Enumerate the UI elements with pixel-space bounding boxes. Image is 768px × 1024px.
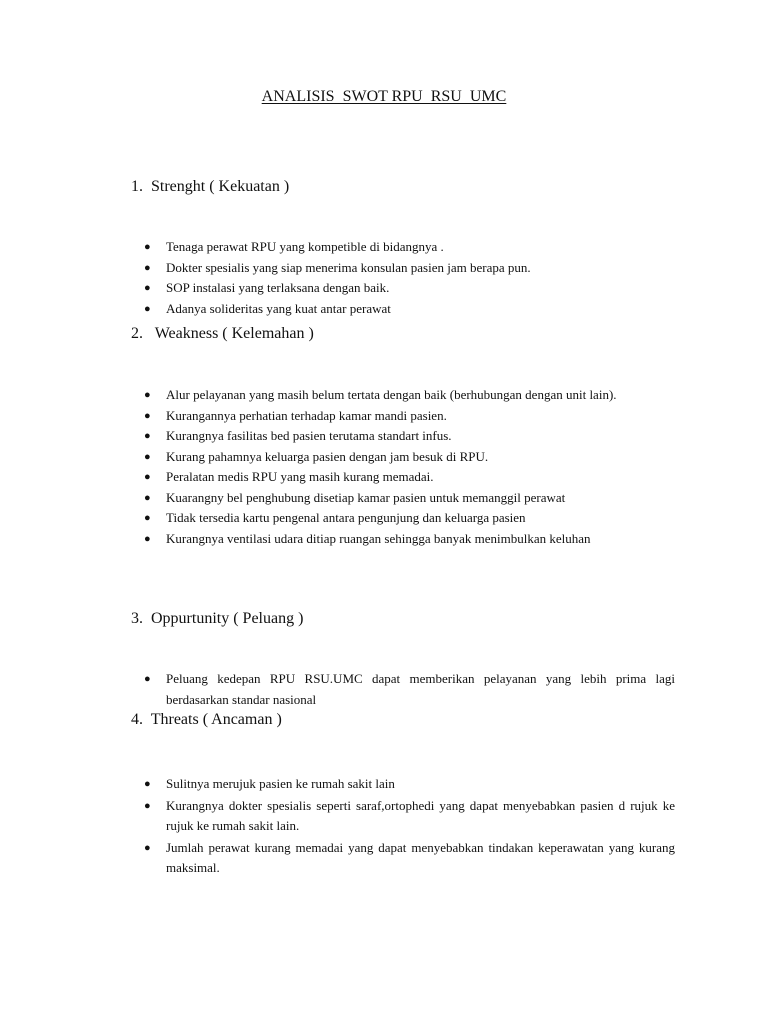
section-heading-threats: [115, 690, 675, 750]
list-item-text: Alur pelayanan yang masih belum tertata dengan baik (berhubungan dengan unit lain).: [166, 387, 617, 402]
list-item: [115, 508, 675, 529]
list-item: [115, 529, 675, 550]
list-item: [115, 774, 675, 795]
section-number: 1.: [131, 178, 143, 195]
section-heading-weakness: [115, 304, 675, 364]
bullet-list-weakness: [115, 385, 675, 549]
list-item-text: Tenaga perawat RPU yang kompetible di bidangnya .: [166, 239, 444, 254]
document-title: ANALISIS SWOT RPU RSU UMC: [261, 88, 507, 105]
bullet-icon: ●: [144, 261, 151, 274]
list-item: [115, 488, 675, 509]
section-threats: [115, 690, 675, 880]
list-item: [115, 278, 675, 299]
bullet-icon: ●: [144, 241, 151, 253]
bullet-icon: ●: [144, 841, 151, 854]
list-item-text: Kuarangny bel penghubung disetiap kamar pasien untuk memanggil perawat: [166, 489, 566, 505]
list-item-text: Kurangnya dokter spesialis seperti saraf,ortophedi yang dapat menyebabkan pasien d rujuk ke rujuk ke rumah sakit lain.: [166, 797, 675, 833]
list-item: [115, 467, 675, 488]
bullet-icon: ●: [144, 778, 151, 790]
list-item-text: Kurangnya fasilitas bed pasien terutama standart infus.: [166, 428, 452, 443]
bullet-icon: ●: [144, 799, 151, 812]
list-item: [115, 237, 675, 258]
section-title: Strenght ( Kekuatan ): [151, 178, 290, 195]
section-heading-opportunity: [115, 589, 675, 649]
list-item-text: Peluang kedepan RPU RSU.UMC dapat memberikan pelayanan yang lebih prima lagi berdasarkan standar nasional: [166, 671, 675, 707]
list-item-text: Peralatan medis RPU yang masih kurang memadai.: [166, 469, 434, 484]
section-number: 4.: [131, 711, 143, 728]
section-heading-strength: [115, 157, 675, 217]
bullet-icon: ●: [144, 302, 151, 315]
section-strength: [115, 157, 675, 319]
list-item: [115, 385, 675, 406]
list-item: [115, 258, 675, 279]
bullet-icon: ●: [144, 282, 151, 294]
section-number: 3.: [131, 610, 143, 627]
list-item: [115, 838, 675, 879]
bullet-icon: ●: [144, 389, 151, 401]
list-item-text: Adanya solideritas yang kuat antar perawat: [166, 300, 391, 316]
bullet-icon: ●: [144, 491, 151, 504]
list-item: [115, 406, 675, 427]
section-weakness: [115, 304, 675, 549]
section-number: 2.: [131, 325, 143, 342]
list-item-text: Sulitnya merujuk pasien ke rumah sakit lain: [166, 776, 395, 791]
section-title: Weakness ( Kelemahan ): [154, 325, 314, 342]
bullet-icon: ●: [144, 430, 151, 442]
list-item-text: Dokter spesialis yang siap menerima konsulan pasien jam berapa pun.: [166, 259, 531, 275]
list-item: [115, 447, 675, 468]
list-item-text: SOP instalasi yang terlaksana dengan baik.: [166, 280, 390, 295]
list-item: [115, 796, 675, 837]
bullet-icon: ●: [144, 450, 151, 463]
bullet-icon: ●: [144, 532, 151, 545]
bullet-icon: ●: [144, 471, 151, 483]
section-title: Oppurtunity ( Peluang ): [151, 610, 304, 627]
list-item-text: Jumlah perawat kurang memadai yang dapat menyebabkan tindakan keperawatan yang kurang maksimal.: [166, 839, 675, 875]
bullet-list-threats: [115, 774, 675, 879]
section-title: Threats ( Ancaman ): [150, 711, 282, 728]
list-item: [115, 426, 675, 447]
list-item-text: Tidak tersedia kartu pengenal antara pengunjung dan keluarga pasien: [166, 510, 526, 525]
bullet-icon: ●: [144, 673, 151, 685]
list-item-text: Kurangnya ventilasi udara ditiap ruangan sehingga banyak menimbulkan keluhan: [166, 530, 591, 546]
bullet-icon: ●: [144, 512, 151, 524]
bullet-icon: ●: [144, 409, 151, 422]
list-item-text: Kurang pahamnya keluarga pasien dengan jam besuk di RPU.: [166, 448, 489, 464]
list-item-text: Kurangannya perhatian terhadap kamar mandi pasien.: [166, 407, 447, 423]
